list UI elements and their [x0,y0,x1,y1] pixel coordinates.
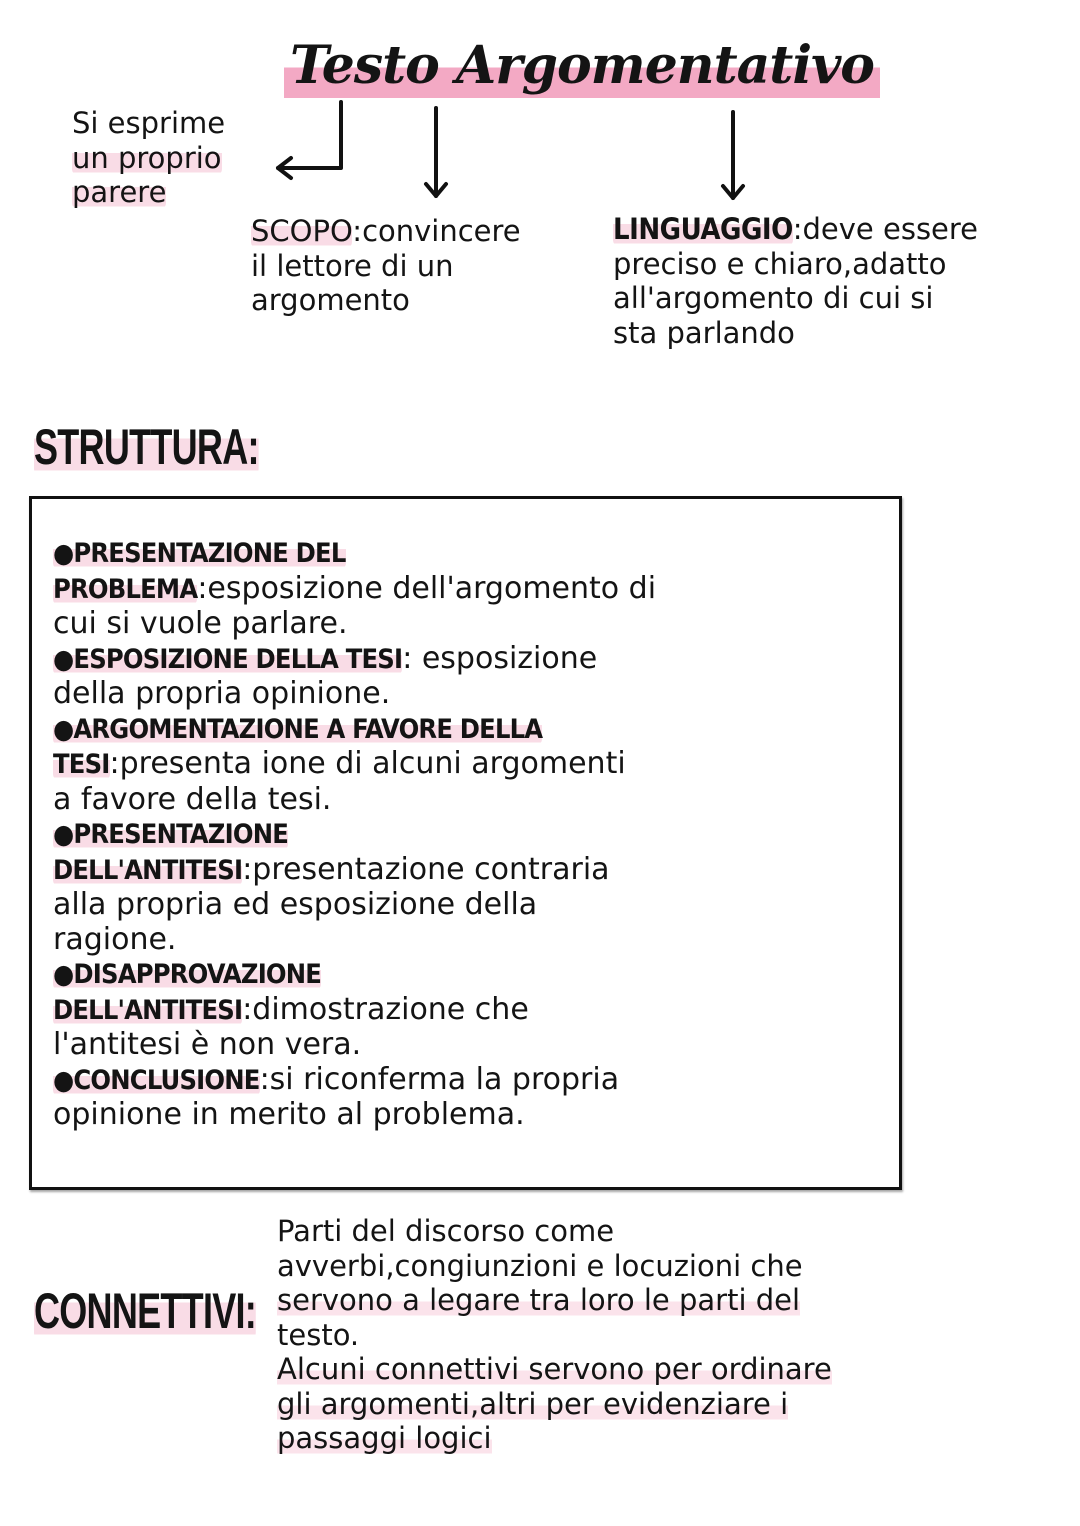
arrow-down-icon [723,112,743,198]
note-line: un proprio [72,140,222,175]
list-item: ●ARGOMENTAZIONE A FAVORE DELLA TESI:presenta ione di alcuni argomenti a favore della tesi. [53,713,626,817]
linguaggio-label: LINGUAGGIO [613,212,793,246]
note-line: parere [72,175,167,209]
elbow-arrow-left-icon [278,102,341,178]
struttura-heading: STRUTTURA: [34,419,259,475]
struttura-list [53,536,753,1133]
list-item: ●DISAPPROVAZIONE DELL'ANTITESI:dimostrazione che l'antitesi è non vera. [53,959,529,1062]
arrow-down-icon [426,108,446,196]
page-title: Testo Argomentativo [284,26,880,106]
list-item: ●ESPOSIZIONE DELLA TESI: esposizione della propria opinione. [53,640,598,711]
list-item: ●PRESENTAZIONE DELL'ANTITESI:presentazione contraria alla propria ed esposizione della ragione. [53,819,610,957]
connettivi-definition: Parti del discorso come avverbi,congiunzioni e locuzioni che servono a legare tra loro le parti del testo. Alcuni connettivi servono per ordinare gli argomenti,altri per evidenziare i passaggi logici [277,1214,832,1455]
note-line: Si esprime [72,106,226,140]
list-item: ●PRESENTAZIONE DEL PROBLEMA:esposizione dell'argomento di cui si vuole parlare. [53,538,657,641]
opinion-note [72,106,272,210]
connettivi-heading: CONNETTIVI: [34,1283,257,1339]
scopo-label: SCOPO [251,214,353,248]
scopo-note: SCOPO:convincere il lettore di un argomento [251,214,521,317]
linguaggio-note: LINGUAGGIO:deve essere preciso e chiaro,adatto all'argomento di cui si sta parlando [613,212,979,350]
list-item: ●CONCLUSIONE:si riconferma la propria opinione in merito al problema. [53,1061,620,1132]
